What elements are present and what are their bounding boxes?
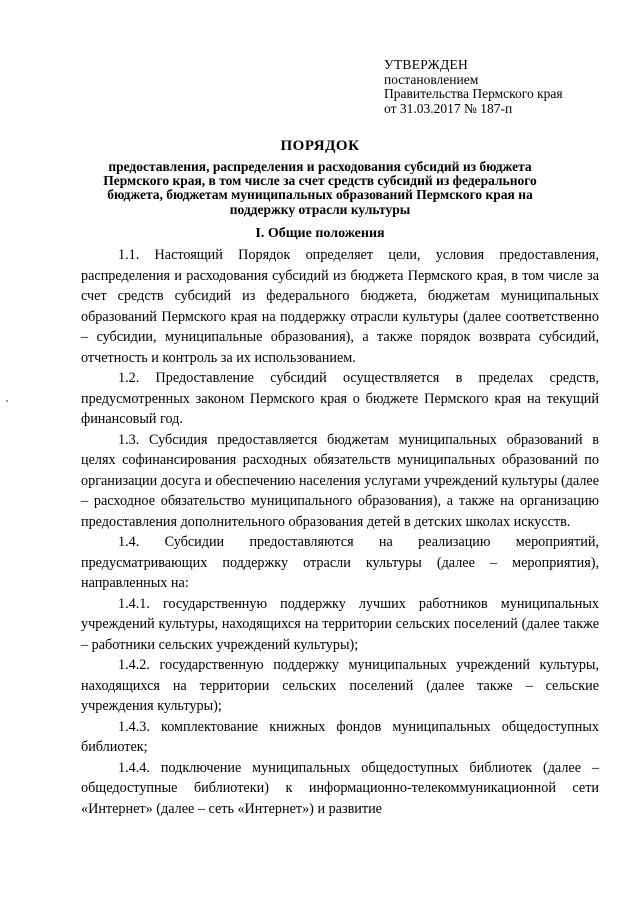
paragraph-1-4-1: 1.4.1. государственную поддержку лучших работников муниципальных учреждений культуры, находящихся на территории сельских поселений (далее также – работники сельских учреждений культуры); (81, 595, 599, 653)
section-heading: I. Общие положения (255, 226, 385, 241)
approval-heading: УТВЕРЖДЕН (384, 57, 469, 72)
paragraph-1-2: 1.2. Предоставление субсидий осуществляется в пределах средств, предусмотренных законом Пермского края о бюджете Пермского края на текущий финансовый год. (81, 370, 599, 427)
approval-line: постановлением (384, 71, 479, 87)
paragraph-1-4-2: 1.4.2. государственную поддержку муниципальных учреждений культуры, находящихся на территории сельских поселений (далее также – сельские учреждения культуры); (81, 657, 599, 714)
scan-speck (6, 400, 8, 402)
document-body (81, 245, 599, 819)
document-subtitle: предоставления, распределения и расходования субсидий из бюджета Пермского края, в том числе за счет средств субсидий из федерального бюджета, бюджетам муниципальных образований Пермского края на поддержку отрасли культуры (103, 159, 537, 217)
paragraph-1-4: 1.4. Субсидии предоставляются на реализацию мероприятий, предусматривающих поддержку отрасли культуры (далее – мероприятия), направленных на: (81, 534, 599, 591)
paragraph-1-3: 1.3. Субсидия предоставляется бюджетам муниципальных образований в целях софинансирования расходных обязательств муниципальных образований по организации досуга и обеспечению населения услугами учреждений культуры (далее – расходное обязательство муниципального образования), а также на организацию предоставления дополнительного образования детей в детских школах искусств. (81, 431, 599, 530)
paragraph-1-1: 1.1. Настоящий Порядок определяет цели, условия предоставления, распределения и расходования субсидий из бюджета Пермского края, в том числе за счет средств субсидий из федерального бюджета, бюджетам муниципальных образований Пермского края на поддержку отрасли культуры (далее соответственно – субсидии, муниципальные образования), а также порядок возврата субсидий, отчетность и контроль за их использованием. (81, 247, 599, 366)
paragraph-1-4-3: 1.4.3. комплектование книжных фондов муниципальных общедоступных библиотек; (81, 718, 599, 755)
approval-date-number: от 31.03.2017 № 187-п (384, 100, 513, 116)
paragraph-1-4-4: 1.4.4. подключение муниципальных общедоступных библиотек (далее – общедоступные библиотеки) к информационно-телекоммуникационной сети «Интернет» (далее – сеть «Интернет») и развитие (81, 759, 599, 817)
approval-stamp (384, 58, 624, 116)
document-title: ПОРЯДОК (280, 138, 360, 154)
approval-line: Правительства Пермского края (384, 86, 563, 101)
